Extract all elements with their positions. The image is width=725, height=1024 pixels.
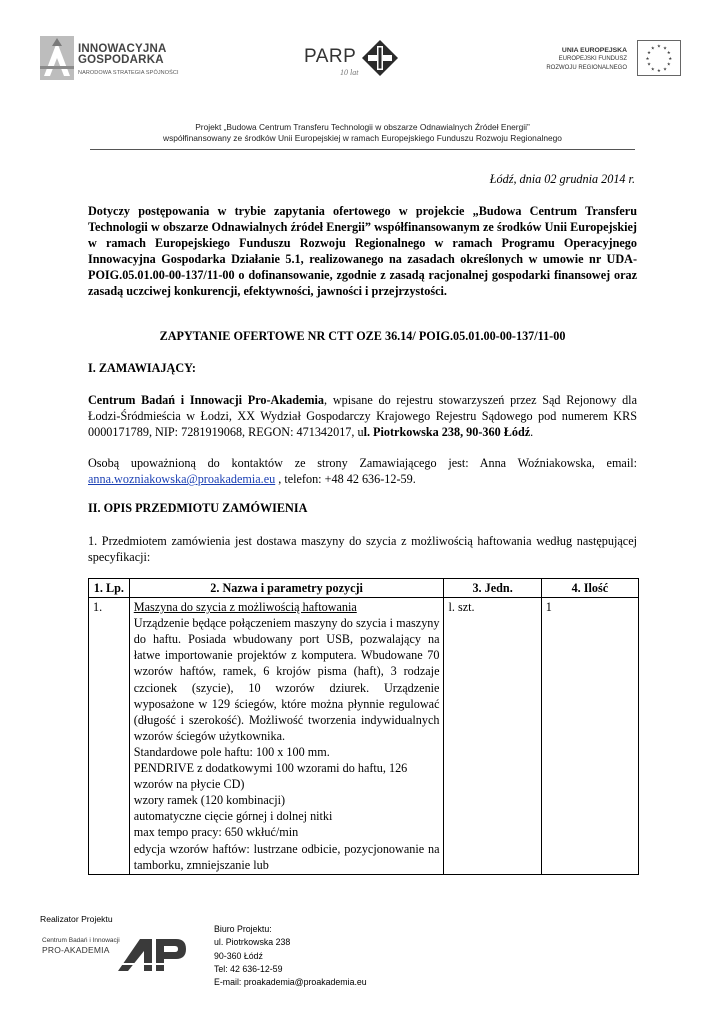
contact-prefix: Osobą upoważnioną do kontaktów ze strony Zamawiającego jest: Anna Woźniakowska, email: — [88, 456, 637, 470]
pro-akademia-logo — [40, 937, 190, 973]
table-header-name: 2. Nazwa i parametry pozycji — [129, 579, 444, 598]
ordering-party-paragraph — [88, 392, 637, 440]
svg-text:★: ★ — [650, 46, 655, 52]
specification-table — [88, 578, 639, 875]
inquiry-title: ZAPYTANIE OFERTOWE NR CTT OZE 36.14/ POIG.05.01.00-00-137/11-00 — [159, 329, 566, 343]
pro-akademia-logo-line1: Centrum Badań i Innowacji — [42, 937, 120, 944]
section-2-heading: II. OPIS PRZEDMIOTU ZAMÓWIENIA — [88, 501, 308, 515]
eu-logo-line2: EUROPEJSKI FUNDUSZ — [558, 56, 627, 62]
svg-text:★: ★ — [646, 62, 652, 68]
footer-address-line: 90-360 Łódź — [214, 950, 263, 961]
contact-paragraph — [88, 455, 637, 487]
footer-address-line: Biuro Projektu: — [214, 924, 272, 934]
header-divider — [90, 149, 635, 150]
parp-logo-text: PARP — [304, 46, 357, 67]
footer-address-line: ul. Piotrkowska 238 — [214, 937, 291, 948]
eu-logo-line3: ROZWOJU REGIONALNEGO — [546, 65, 627, 71]
logo-ig-line2: GOSPODARKA — [78, 54, 164, 66]
item-description-line: automatyczne cięcie górnej i dolnej nitki — [133, 809, 333, 824]
eu-logo-line1: UNIA EUROPEJSKA — [561, 47, 627, 54]
table-header-unit: 3. Jedn. — [444, 579, 541, 598]
document-date: Łódź, dnia 02 grudnia 2014 r. — [489, 172, 635, 186]
logo-ig-line1: INNOWACYJNA — [78, 43, 167, 55]
innowacyjna-gospodarka-emblem-icon — [40, 36, 74, 80]
svg-text:★: ★ — [645, 56, 650, 62]
pro-akademia-emblem-icon — [118, 937, 188, 971]
footer-address-line: E-mail: proakademia@proakademia.eu — [214, 977, 367, 988]
footer-address-line: Tel: 42 636-12-59 — [214, 963, 283, 974]
svg-text:★: ★ — [666, 62, 672, 68]
item-description-line: PENDRIVE z dodatkowymi 100 wzorami do haftu, 126 wzorów na płycie CD) — [133, 761, 408, 792]
item-description-line: wzory ramek (120 kombinacji) — [133, 793, 286, 808]
item-name: Maszyna do szycia z możliwością haftowania — [133, 600, 357, 615]
subject-paragraph: Dotyczy postępowania w trybie zapytania ofertowego w projekcie „Budowa Centrum Transferu Technologii w obszarze Odnawialnych źródeł Energii” współfinansowanym ze środków Unii Europejskiej w ramach Europejskiego Funduszu Rozwoju Regionalnego w ramach Programu Operacyjnego Innowacyjna Gospodarka Działanie 5.1, realizowanego na zasadach określonych w umowie nr UDA-POIG.05.01.00-00-137/11-00 o dofinansowanie, zgodnie z zasadą racjonalnej gospodarki finansowej oraz zasadą uczciwej konkurencji, efektywności, jawności i przejrzystości. — [88, 204, 637, 299]
svg-text:★: ★ — [668, 56, 673, 62]
table-header-row — [89, 579, 639, 598]
section-1-heading: I. ZAMAWIAJĄCY: — [88, 361, 196, 375]
ordering-party-name: Centrum Badań i Innowacji Pro-Akademia — [88, 393, 325, 407]
item-description-line: edycja wzorów haftów: lustrzane odbicie, pozycjonowanie na tamborku, zmniejszanie lub — [133, 841, 440, 872]
item-description-line: max tempo pracy: 650 wkłuć/min — [133, 825, 299, 840]
pro-akademia-logo-line2: PRO-AKADEMIA — [42, 945, 110, 955]
item-description-line: Standardowe pole haftu: 100 x 100 mm. — [133, 744, 330, 759]
contact-email-link[interactable]: anna.wozniakowska@proakademia.eu — [88, 472, 276, 487]
svg-text:★: ★ — [656, 44, 662, 50]
footer-realizator-label: Realizator Projektu — [40, 914, 113, 924]
row-lp: 1. — [89, 598, 130, 875]
parp-emblem-icon — [362, 40, 398, 76]
innowacyjna-gospodarka-logo — [40, 36, 200, 84]
footer-address — [214, 923, 367, 989]
project-header — [60, 122, 665, 144]
row-unit: l. szt. — [444, 598, 541, 875]
svg-text:★: ★ — [656, 69, 662, 75]
item-description-main: Urządzenie będące połączeniem maszyny do szycia i maszyny do haftu. Posiada wbudowany port USB, pozwalający na łatwe importowanie projektów z komputera. Wbudowane 70 wzorów haftów, ramek, 6 krojów pisma (haft), 3 rodzaje czcionek (szycie), 10 wzorów dziurek. Urządzenie wyposażone w 129 ściegów, które można płynnie regulować (długość i szerokość). Możliwość tworzenia indywidualnych wzorów ściegów użytkownika. — [133, 616, 440, 743]
row-qty: 1 — [541, 598, 638, 875]
table-header-lp: 1. Lp. — [89, 579, 130, 598]
svg-text:★: ★ — [666, 51, 672, 57]
table-row — [89, 598, 639, 875]
logo-ig-line3: NARODOWA STRATEGIA SPÓJNOŚCI — [78, 70, 179, 76]
section-2-intro: 1. Przedmiotem zamówienia jest dostawa maszyny do szycia z możliwością haftowania według następującej specyfikacji: — [88, 534, 637, 565]
contact-suffix: , telefon: +48 42 636-12-59. — [275, 472, 416, 487]
row-name-cell — [129, 598, 444, 875]
parp-logo — [300, 38, 400, 82]
project-header-line1: Projekt „Budowa Centrum Transferu Technologii w obszarze Odnawialnych Źródeł Energii” — [195, 122, 530, 132]
ordering-party-address-end: . — [530, 425, 534, 440]
parp-logo-subtext: 10 lat — [340, 68, 359, 77]
eu-logo — [545, 40, 683, 80]
svg-text:★: ★ — [663, 46, 668, 52]
eu-flag-icon — [637, 40, 681, 76]
svg-text:★: ★ — [663, 67, 668, 73]
svg-text:★: ★ — [646, 51, 652, 57]
table-header-qty: 4. Ilość — [541, 579, 638, 598]
svg-text:★: ★ — [650, 67, 655, 73]
ordering-party-details: , wpisane do rejestru stowarzyszeń przez Sąd Rejonowy dla Łodzi-Śródmieścia w Łodzi, XX Wydział Gospodarczy Krajowego Rejestru Sądowego pod numerem KRS 0000171789, NIP: 7281919068, REGON: 471342017, u — [88, 393, 637, 440]
project-header-line2: współfinansowany ze środków Unii Europejskiej w ramach Europejskiego Funduszu Rozwoju Regionalnego — [163, 133, 562, 143]
ordering-party-address: l. Piotrkowska 238, 90-360 Łódź — [363, 425, 531, 440]
